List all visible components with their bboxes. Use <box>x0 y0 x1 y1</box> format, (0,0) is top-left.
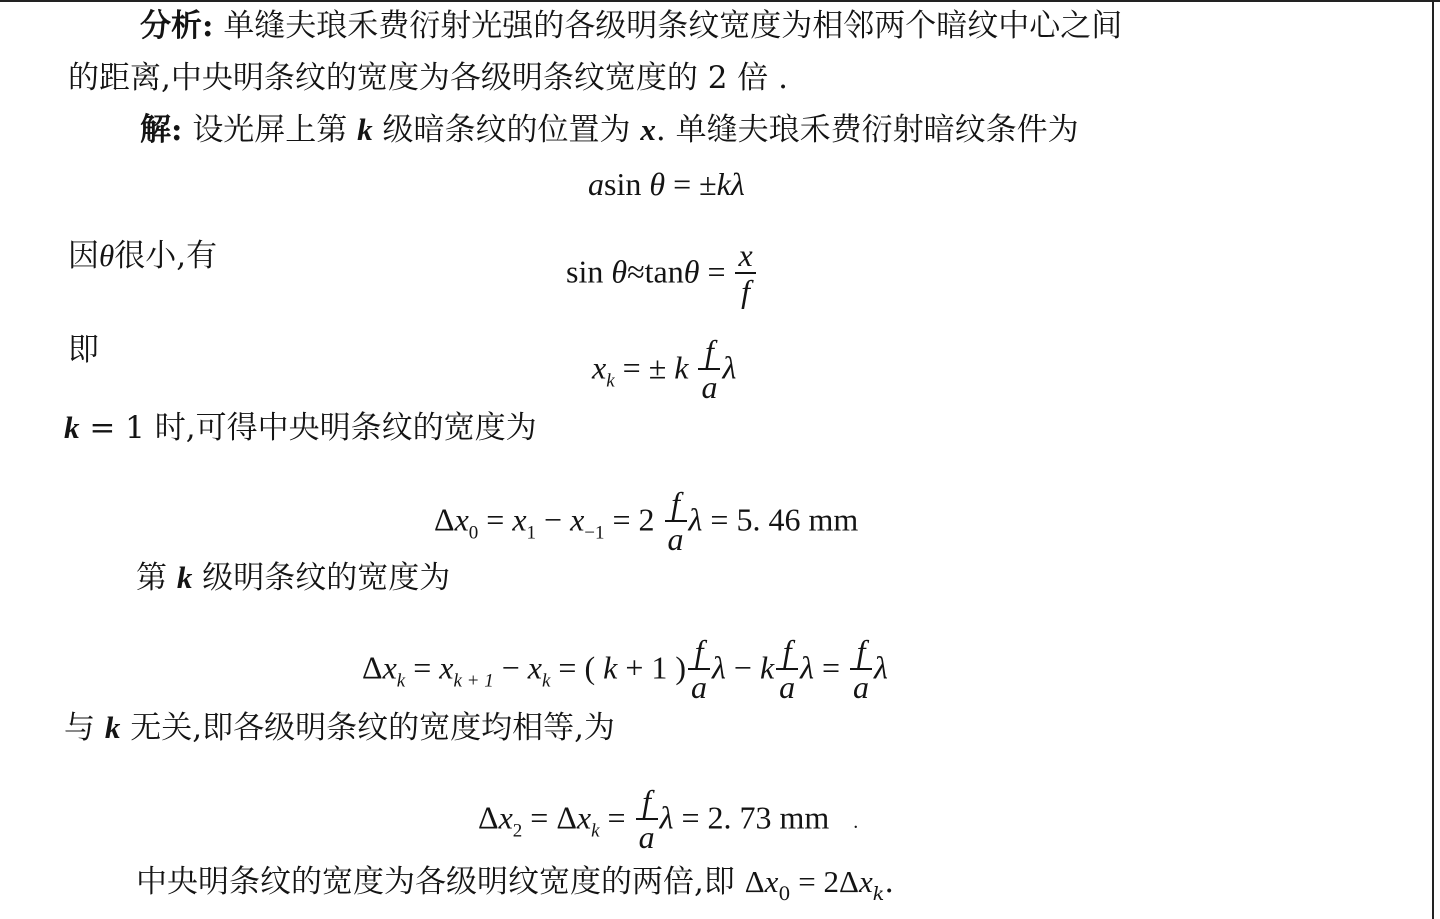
eq3-numerator: f <box>698 334 720 370</box>
eq5-x1: x <box>439 649 454 686</box>
eq5-numerator-3: f <box>850 634 872 670</box>
eq5-numerator-2: f <box>776 634 798 670</box>
eq5-denominator-1: a <box>691 669 708 705</box>
eq5-minus2: − <box>725 649 760 686</box>
eq6-eq: = <box>522 799 557 836</box>
eq4-sub2: −1 <box>584 522 605 544</box>
eq6-eq2: = <box>599 799 634 836</box>
indep-k: k <box>104 710 121 745</box>
eq5-minus: − <box>493 649 528 686</box>
eq5-fraction-3 <box>850 634 872 704</box>
eq4-sub1: 1 <box>526 522 537 544</box>
eq2-lead-text: 因 <box>68 238 99 274</box>
solution-text-c: . 单缝夫琅禾费衍射暗纹条件为 <box>655 112 1079 148</box>
conclusion-sub2: k <box>872 883 885 905</box>
eq6-x1: x <box>498 799 513 836</box>
indep-text-a: 与 <box>64 710 95 746</box>
eq6-fraction <box>636 784 658 854</box>
eq6-delta1: Δ <box>478 799 499 836</box>
eq2-sin: sin <box>566 253 612 290</box>
eq6-numerator: f <box>636 784 658 820</box>
eq3-sub: k <box>606 370 615 392</box>
eq2-theta: θ <box>611 253 628 290</box>
eq5-fraction-2 <box>776 634 798 704</box>
eq5-sub1: k + 1 <box>453 670 494 692</box>
eq4-lambda: λ <box>688 501 703 538</box>
k1-line <box>64 408 537 448</box>
equation-dark-fringe-condition <box>588 164 745 204</box>
eq4-x2: x <box>570 501 585 538</box>
eq4-x1: x <box>512 501 527 538</box>
eq4-delta: Δ <box>434 501 455 538</box>
eq1-k: k <box>716 166 731 202</box>
eq6-lambda: λ <box>659 799 674 836</box>
kth-text-b: 级明条纹的宽度为 <box>202 560 451 596</box>
analysis-line-2 <box>68 58 788 98</box>
eq3-k: k <box>674 349 689 386</box>
eq6-sub1: 2 <box>512 820 523 842</box>
eq1-lambda: λ <box>730 166 745 202</box>
eq5-delta: Δ <box>362 649 383 686</box>
solution-k: k <box>357 112 373 147</box>
conclusion-text: 中央明条纹的宽度为各级明纹宽度的两倍,即 <box>136 864 745 900</box>
analysis-label: 分析: <box>140 8 214 44</box>
analysis-line-1 <box>140 6 1122 46</box>
equation-bright-width <box>478 783 859 856</box>
kth-line <box>136 558 450 598</box>
eq4-sub0: 0 <box>468 522 479 544</box>
eq6-delta2: Δ <box>556 799 577 836</box>
eq4-x: x <box>454 501 469 538</box>
eq5-x2: x <box>527 649 542 686</box>
conclusion-x1: x <box>764 864 779 899</box>
eq3-denominator: a <box>701 369 718 405</box>
analysis-text-2: 的距离,中央明条纹的宽度为各级明条纹宽度的 2 倍 . <box>68 60 788 96</box>
eq2-lead-theta: θ <box>99 238 115 273</box>
kth-k: k <box>176 560 193 595</box>
conclusion-end: . <box>884 864 895 900</box>
eq6-result: = 2. 73 mm <box>673 799 830 836</box>
k1-text: = 1 时,可得中央明条纹的宽度为 <box>79 410 537 446</box>
eq5-fraction-1 <box>688 634 710 704</box>
solution-text-b: 级暗条纹的位置为 <box>382 112 631 148</box>
equation-dark-fringe-position <box>592 333 737 406</box>
eq2-eq: = <box>699 253 726 290</box>
eq1-sin: sin <box>604 166 642 202</box>
top-border-line <box>0 0 1440 2</box>
eq5-eq2: = ( <box>550 649 604 686</box>
eq5-eq3: = <box>814 649 849 686</box>
eq3-lead <box>68 330 99 370</box>
eq2-lead <box>68 236 217 276</box>
conclusion-line <box>136 862 894 914</box>
eq5-k: k <box>603 649 618 686</box>
eq5-plus: + 1 ) <box>617 649 687 686</box>
eq4-result: = 5. 46 mm <box>702 501 859 538</box>
eq5-lambda-2: λ <box>800 649 814 686</box>
solution-text-a: 设光屏上第 <box>192 112 348 148</box>
eq1-rest: = ± <box>665 166 717 202</box>
eq5-lambda-1: λ <box>712 649 726 686</box>
eq6-denominator: a <box>638 819 655 855</box>
eq1-a: a <box>588 166 604 202</box>
k1-k: k <box>64 410 80 445</box>
eq2-theta2: θ <box>683 253 700 290</box>
conclusion-delta1: Δ <box>744 864 765 899</box>
eq4-denominator: a <box>667 521 684 557</box>
eq4-eq2: = 2 <box>604 501 663 538</box>
eq5-k2: k <box>759 649 775 686</box>
eq2-lead-rest: 很小,有 <box>114 238 218 274</box>
eq1-theta: θ <box>649 166 666 202</box>
eq3-eq: = ± <box>614 349 667 386</box>
eq5-subk: k <box>396 670 406 692</box>
kth-text-a: 第 <box>136 560 167 596</box>
eq3-lambda: λ <box>722 349 737 386</box>
eq4-eq1: = <box>478 501 513 538</box>
eq2-approx: ≈tan <box>627 253 684 290</box>
eq4-minus: − <box>536 501 571 538</box>
conclusion-delta2: Δ <box>839 864 859 899</box>
eq5-x: x <box>382 649 397 686</box>
eq3-fraction <box>698 334 720 404</box>
right-border-line <box>1432 0 1434 919</box>
analysis-text-1: 单缝夫琅禾费衍射光强的各级明条纹宽度为相邻两个暗纹中心之间 <box>223 8 1123 44</box>
eq3-x: x <box>592 349 607 386</box>
eq5-eq: = <box>405 649 440 686</box>
conclusion-sub1: 0 <box>778 883 791 905</box>
conclusion-x2: x <box>858 864 873 899</box>
eq5-numerator-1: f <box>688 634 710 670</box>
equation-small-angle <box>566 237 758 310</box>
eq2-denominator: f <box>741 273 751 309</box>
eq5-denominator-2: a <box>779 669 796 705</box>
eq2-numerator: x <box>735 238 755 274</box>
eq5-denominator-3: a <box>853 669 870 705</box>
eq5-sub2: k <box>541 670 551 692</box>
eq2-fraction <box>735 238 755 308</box>
eq4-fraction <box>665 486 687 556</box>
equation-central-width <box>434 485 859 558</box>
conclusion-eq: = 2 <box>790 864 839 899</box>
eq6-sub2: k <box>591 820 600 842</box>
eq6-trail: . <box>853 811 859 834</box>
eq3-lead-text: 即 <box>68 332 99 368</box>
eq5-lambda-3: λ <box>874 649 888 686</box>
solution-label: 解: <box>140 112 183 148</box>
solution-line <box>140 110 1079 150</box>
eq6-x2: x <box>576 799 592 836</box>
solution-x: x <box>640 112 656 147</box>
eq4-numerator: f <box>665 486 687 522</box>
indep-text-b: 无关,即各级明条纹的宽度均相等,为 <box>130 710 615 746</box>
indep-line <box>64 708 615 748</box>
equation-kth-width <box>362 633 888 706</box>
